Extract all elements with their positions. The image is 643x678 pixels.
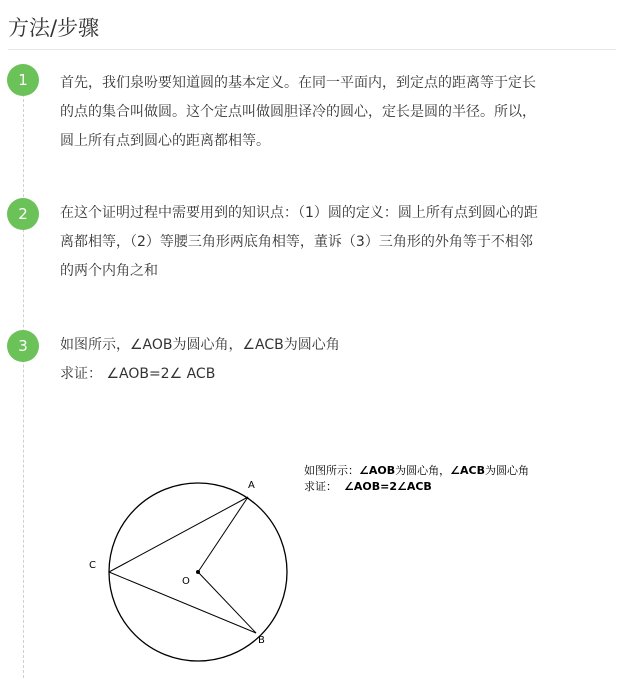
circle-diagram [78, 455, 308, 675]
step-3-text [60, 331, 618, 389]
step-1-line-2: 的点的集合叫做圆。这个定点叫做圆胆译冷的圆心，定长是圆的半径。所以， [60, 104, 536, 120]
label-b: B [258, 635, 265, 646]
step-2-badge: 2 [7, 198, 39, 230]
title-divider [8, 49, 616, 50]
step-1-line-1: 首先，我们泉吩要知道圆的基本定义。在同一平面内，到定点的距离等于定长 [60, 75, 536, 91]
step-2-line-2: 离都相等，（2）等腰三角形两底角相等，董诉（3）三角形的外角等于不相邻 [60, 234, 533, 250]
step-3-line-1: 如图所示，∠AOB为圆心角，∠ACB为圆心角 [60, 337, 340, 353]
caption-1-suffix: 为圆心角 [484, 464, 529, 477]
step-timeline-line [23, 94, 24, 678]
label-a: A [248, 480, 255, 491]
segment-ob [198, 572, 256, 633]
label-c: C [89, 560, 96, 571]
caption-1-prefix: 如图所示： [304, 464, 359, 477]
caption-1-angle-acb: ∠ACB [450, 464, 485, 477]
step-2-line-3: 的两个内角之和 [60, 263, 158, 279]
step-1-badge: 1 [7, 64, 39, 96]
center-point [196, 570, 200, 574]
segment-oa [198, 497, 248, 572]
caption-1-mid: 为圆心角， [395, 464, 451, 477]
step-2-text [60, 199, 618, 286]
step-3-line-2: 求证： ∠AOB=2∠ ACB [60, 366, 216, 382]
label-o: O [182, 576, 190, 587]
geometry-figure [78, 455, 558, 675]
caption-2-prefix: 求证： [304, 480, 337, 493]
caption-2-formula: ∠AOB=2∠ACB [344, 480, 432, 493]
figure-caption-line-1 [304, 464, 529, 478]
step-2-line-1: 在这个证明过程中需要用到的知识点：（1）圆的定义：圆上所有点到圆心的距 [60, 205, 538, 221]
segment-ca [109, 497, 248, 572]
caption-1-angle-aob: ∠AOB [359, 464, 396, 477]
step-3-badge: 3 [7, 330, 39, 362]
figure-caption-line-2 [304, 480, 432, 494]
section-title: 方法/步骤 [8, 16, 100, 40]
step-1-text [60, 69, 618, 156]
step-1-line-3: 圆上所有点到圆心的距离都相等。 [60, 133, 270, 149]
